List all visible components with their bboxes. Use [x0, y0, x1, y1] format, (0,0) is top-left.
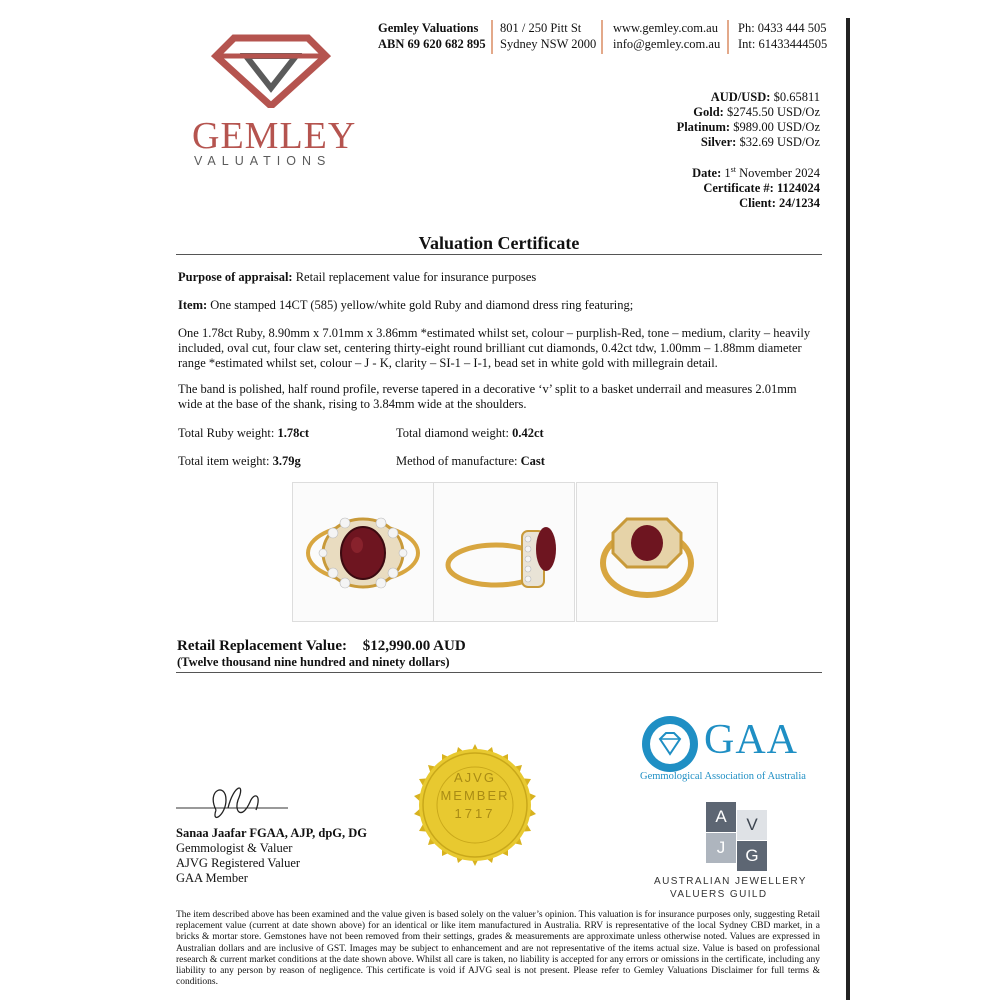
item-label: Item:	[178, 298, 208, 312]
rrv-words: (Twelve thousand nine hundred and ninety dollars)	[177, 655, 450, 669]
seal-line-2: MEMBER	[440, 788, 510, 803]
ajvg-letter: V	[746, 815, 758, 834]
item-line	[178, 298, 824, 313]
signer-name: Sanaa Jaafar FGAA, AJP, dpG, DG	[176, 826, 368, 840]
client-number: 24/1234	[779, 196, 820, 211]
client-label: Client:	[739, 196, 776, 211]
signature	[176, 780, 296, 830]
ajvg-logo	[640, 802, 820, 902]
ajvg-letter: J	[716, 838, 726, 857]
gemley-logo	[186, 28, 356, 178]
address-line-1: 801 / 250 Pitt St	[500, 21, 582, 35]
diamond-weight-label: Total diamond weight:	[396, 426, 509, 440]
purpose-label: Purpose of appraisal:	[178, 270, 293, 284]
ajvg-line-1: AUSTRALIAN JEWELLERY	[654, 876, 807, 887]
item-weight-value: 3.79g	[272, 454, 301, 468]
signer-block	[176, 826, 367, 886]
gaa-badge-icon	[640, 714, 700, 774]
silver-value: $32.69 USD/Oz	[739, 135, 820, 149]
ring-photo-back	[576, 482, 718, 622]
ruby-weight	[178, 426, 378, 441]
logo-brand: GEMLEY	[192, 115, 357, 157]
rrv-rule	[176, 672, 822, 673]
ring-photo-side	[433, 482, 575, 622]
certificate-info	[570, 162, 820, 211]
item-description: One 1.78ct Ruby, 8.90mm x 7.01mm x 3.86mm *estimated whilst set, colour – purplish-Red, tone – medium, clarity – heavily included, oval cut, four claw set, centering thirty-eight round brilliant cut diamonds, 0.42ct tdw, 1.00mm – 1.88mm diameter range *estimated whilst set, colour – J - K, clarity – SI-1 – I-1, bead set in white gold with millegrain detail.	[178, 326, 811, 370]
gaa-acronym: GAA	[704, 717, 798, 763]
rrv-amount: $12,990.00 AUD	[362, 638, 466, 654]
intl-phone-number: Int: 61433444505	[738, 37, 828, 51]
seal-line-1: AJVG	[454, 770, 496, 785]
platinum-value: $989.00 USD/Oz	[733, 120, 820, 134]
website-link[interactable]: www.gemley.com.au	[613, 21, 718, 35]
email-link[interactable]: info@gemley.com.au	[613, 37, 721, 51]
aud-value: $0.65811	[773, 90, 820, 104]
gaa-logo	[640, 714, 820, 786]
signer-role-3: GAA Member	[176, 871, 248, 885]
seal-line-3: 1717	[454, 806, 496, 821]
band-description: The band is polished, half round profile, reverse tapered in a decorative ‘v’ split to a basket underrail and measures 2.01mm wide at the base of the shank, rising to 3.84mm wide at the shoulders.	[178, 382, 797, 411]
cert-label: Certificate #:	[703, 181, 774, 196]
header-web-col	[613, 20, 720, 52]
aud-label: AUD/USD:	[710, 90, 771, 104]
rrv-label: Retail Replacement Value:	[177, 638, 347, 654]
company-name: Gemley Valuations	[378, 21, 479, 35]
diamond-logo-icon	[186, 28, 356, 108]
title-rule	[176, 254, 822, 255]
manufacture-method	[396, 454, 696, 469]
ajvg-line-2: VALUERS GUILD	[670, 889, 768, 900]
header-divider	[727, 20, 729, 54]
date-rest: November 2024	[739, 166, 820, 181]
phone-number: Ph: 0433 444 505	[738, 21, 827, 35]
right-edge-rail	[846, 18, 850, 1000]
ruby-weight-label: Total Ruby weight:	[178, 426, 275, 440]
purpose-value: Retail replacement value for insurance purposes	[295, 270, 537, 284]
header-company-col	[378, 20, 486, 52]
retail-replacement-value	[177, 638, 466, 655]
page-title: Valuation Certificate	[418, 233, 580, 253]
date-suffix: st	[730, 165, 736, 174]
gold-label: Gold:	[693, 105, 724, 119]
silver-label: Silver:	[700, 135, 737, 149]
ajvg-letter: G	[745, 846, 759, 865]
signer-role-1: Gemmologist & Valuer	[176, 841, 293, 855]
purpose-line	[178, 270, 824, 285]
cert-number: 1124024	[776, 181, 820, 196]
ajvg-member-seal	[396, 726, 554, 884]
signer-role-2: AJVG Registered Valuer	[176, 856, 301, 870]
metal-rates	[570, 90, 820, 150]
company-abn: ABN 69 620 682 895	[378, 37, 486, 51]
diamond-weight-value: 0.42ct	[512, 426, 544, 440]
ajvg-letter: A	[715, 807, 727, 826]
ajvg-tile-g	[737, 841, 767, 871]
ruby-weight-value: 1.78ct	[277, 426, 310, 440]
disclaimer-text: The item described above has been examined and the value given is based solely on the valuer’s opinion. This valuation is for insurance purposes only, suggesting Retail replacement value (current at date shown above) for an identical or like item manufactured in Australia. RRV is representative of the local Sydney CBD market, in a bricks & mortar store. Gemstones have not been removed from their settings, grades & measurements are approximate unless otherwise noted. Values are expressed in Australian dollars and are inclusive of GST. Images may be subject to enhancement and are not representative of the items actual size. Value is based on professional research & current market conditions at the date shown above. Whilst all care is taken, no liability is accepted for any errors or omissions in the certificate, including any liability to any person by reason of negligence. This certificate is void if AJVG seal is not present. Please refer to Gemley Valuations Disclaimer for full terms & conditions.	[176, 910, 820, 988]
ajvg-tile-v	[737, 810, 767, 840]
ajvg-tile-j	[706, 833, 736, 863]
date-label: Date:	[692, 166, 722, 181]
header-phone-col	[738, 20, 827, 52]
item-weight-label: Total item weight:	[178, 454, 270, 468]
date-day: 1	[724, 166, 731, 181]
address-line-2: Sydney NSW 2000	[500, 37, 597, 51]
gold-value: $2745.50 USD/Oz	[726, 105, 820, 119]
diamond-weight	[396, 426, 696, 441]
platinum-label: Platinum:	[676, 120, 731, 134]
manufacture-method-value: Cast	[520, 454, 545, 468]
header-divider	[491, 20, 493, 54]
gaa-full-name: Gemmological Association of Australia	[640, 771, 806, 782]
ring-photo-front	[292, 482, 434, 622]
item-weight	[178, 454, 378, 469]
header-divider	[601, 20, 603, 54]
ajvg-tile-a	[706, 802, 736, 832]
header-address-col	[500, 20, 596, 52]
logo-sub: VALUATIONS	[194, 154, 332, 168]
item-value: One stamped 14CT (585) yellow/white gold Ruby and diamond dress ring featuring;	[210, 298, 634, 312]
manufacture-method-label: Method of manufacture:	[396, 454, 518, 468]
